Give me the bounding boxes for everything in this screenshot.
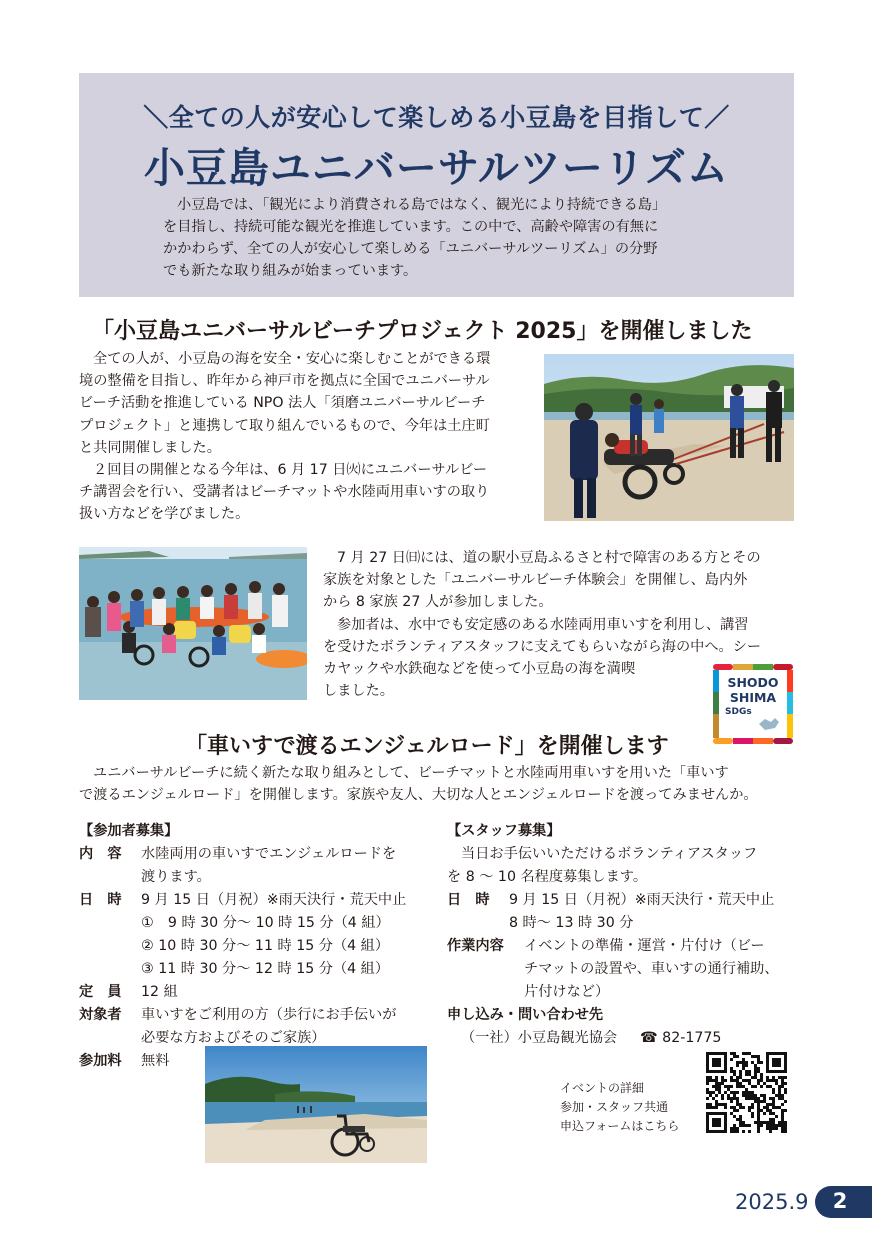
text-line: ビーチ活動を推進している NPO 法人「須磨ユニバーサルビーチ bbox=[79, 395, 486, 412]
text-line: で渡るエンジェルロード」を開催します。家族や友人、大切な人とエンジェルロードを渡ってみませんか。 bbox=[79, 787, 758, 804]
angel-road-photo bbox=[205, 1046, 427, 1163]
time-slot: ① 9 時 30 分～ 10 時 15 分（4 組） bbox=[141, 915, 390, 931]
sdgs-line2: SHIMA bbox=[729, 690, 777, 705]
content-line: 水陸両用の車いすでエンジェルロードを bbox=[141, 846, 397, 862]
text-line: ２回目の開催となる今年は、6 月 17 日㈫にユニバーサルビー bbox=[93, 462, 488, 479]
qr-caption-line: 参加・スタッフ共通 bbox=[560, 1100, 669, 1114]
hero-text-line: 小豆島では、「観光により消費される島ではなく、観光により持続できる島」 bbox=[177, 197, 667, 213]
section1-para1 bbox=[79, 348, 490, 526]
text-line: から 8 家族 27 人が参加しました。 bbox=[323, 594, 553, 611]
qr-caption-line: 申込フォームはこちら bbox=[560, 1119, 680, 1133]
work-line: イベントの準備・運営・片付け（ビー bbox=[524, 938, 765, 954]
participants-heading: 【参加者募集】 bbox=[79, 823, 179, 839]
sea-group-photo bbox=[79, 547, 307, 700]
hero-title: 小豆島ユニバーサルツーリズム bbox=[143, 144, 730, 192]
section2-intro bbox=[79, 762, 758, 806]
work-label: 作業内容 bbox=[447, 938, 504, 954]
work-line: 片付けなど） bbox=[524, 984, 610, 1000]
text-line: ユニバーサルビーチに続く新たな取り組みとして、ビーチマットと水陸両用車いすを用いた「車いす bbox=[93, 765, 729, 781]
target-label: 対象者 bbox=[79, 1007, 122, 1023]
fee-value: 無料 bbox=[141, 1053, 170, 1069]
beach-training-photo bbox=[544, 354, 794, 521]
hero-subtitle: ＼全ての人が安心して楽しめる小豆島を目指して／ bbox=[143, 103, 730, 132]
contact-org: （一社）小豆島観光協会 bbox=[461, 1030, 618, 1046]
text-line: チ講習会を行い、受講者はビーチマットや水陸両用車いすの取り bbox=[79, 484, 490, 501]
text-line: 7 月 27 日㈰には、道の駅小豆島ふるさと村で障害のある方とその bbox=[337, 550, 761, 566]
text-line: 扱い方などを学びました。 bbox=[79, 506, 250, 523]
section2-heading: 「車いすで渡るエンジェルロード」を開催します bbox=[185, 734, 669, 759]
hero-text-line: を目指し、持続可能な観光を推進しています。この中で、高齢や障害の有無に bbox=[163, 219, 659, 235]
hero-banner bbox=[79, 73, 794, 297]
staff-heading: 【スタッフ募集】 bbox=[447, 823, 561, 839]
qr-caption-line: イベントの詳細 bbox=[560, 1081, 645, 1095]
text-line: カヤックや水鉄砲などを使って小豆島の海を満喫 bbox=[323, 661, 636, 678]
sdgs-line1: SHODO bbox=[727, 675, 779, 690]
text-line: 家族を対象とした「ユニバーサルビーチ体験会」を開催し、島内外 bbox=[323, 572, 748, 589]
shodoshima-sdgs-logo bbox=[713, 664, 793, 744]
section1-para2 bbox=[323, 547, 761, 702]
contact-heading: 申し込み・問い合わせ先 bbox=[447, 1007, 604, 1023]
content-line: 渡ります。 bbox=[141, 869, 211, 885]
time-slot: ② 10 時 30 分～ 11 時 15 分（4 組） bbox=[141, 938, 390, 954]
target-line: 必要な方およびそのご家族） bbox=[141, 1030, 326, 1046]
text-line: 参加者は、水中でも安定感のある水陸両用車いすを利用し、講習 bbox=[337, 616, 749, 633]
section1-heading: 「小豆島ユニバーサルビーチプロジェクト 2025」を開催しました bbox=[92, 319, 753, 344]
issue-date: 2025.9 bbox=[735, 1190, 809, 1214]
text-line: しました。 bbox=[323, 683, 394, 700]
target-line: 車いすをご利用の方（歩行にお手伝いが bbox=[141, 1007, 397, 1023]
staff-date: 9 月 15 日（月祝）※雨天決行・荒天中止 bbox=[509, 892, 775, 908]
staff-time: 8 時～ 13 時 30 分 bbox=[509, 915, 634, 931]
fee-label: 参加料 bbox=[79, 1053, 122, 1069]
text-line: と共同開催しました。 bbox=[79, 439, 221, 456]
page-number-tab bbox=[815, 1186, 872, 1218]
contact-phone: ☎ 82-1775 bbox=[640, 1030, 722, 1046]
text-line: 境の整備を目指し、昨年から神戸市を拠点に全国でユニバーサル bbox=[79, 373, 490, 390]
text-line: 全ての人が、小豆島の海を安全・安心に楽しむことができる環 bbox=[93, 351, 491, 367]
qr-code[interactable] bbox=[706, 1052, 787, 1133]
staff-desc-line: を 8 ～ 10 名程度募集します。 bbox=[447, 869, 648, 885]
staff-date-label: 日 時 bbox=[447, 892, 490, 908]
content-label: 内 容 bbox=[79, 846, 122, 862]
hero-text-line: でも新たな取り組みが始まっています。 bbox=[163, 263, 418, 279]
hero-text-line: かかわらず、全ての人が安心して楽しめる「ユニバーサルツーリズム」の分野 bbox=[163, 241, 658, 257]
text-line: を受けたボランティアスタッフに支えてもらいながら海の中へ。シー bbox=[323, 638, 762, 655]
time-slot: ③ 11 時 30 分～ 12 時 15 分（4 組） bbox=[141, 961, 390, 977]
capacity-value: 12 組 bbox=[141, 984, 178, 1000]
work-line: チマットの設置や、車いすの通行補助、 bbox=[524, 961, 779, 977]
capacity-label: 定 員 bbox=[79, 984, 122, 1000]
page-number: 2 bbox=[832, 1189, 848, 1213]
sdgs-line3: SDGs bbox=[725, 707, 752, 717]
text-line: プロジェクト」と連携して取り組んでいるもので、今年は土庄町 bbox=[79, 417, 490, 434]
qr-caption bbox=[560, 1079, 679, 1136]
participant-date: 9 月 15 日（月祝）※雨天決行・荒天中止 bbox=[141, 892, 407, 908]
date-label: 日 時 bbox=[79, 892, 122, 908]
staff-desc-line: 当日お手伝いいただけるボランティアスタッフ bbox=[461, 846, 758, 862]
